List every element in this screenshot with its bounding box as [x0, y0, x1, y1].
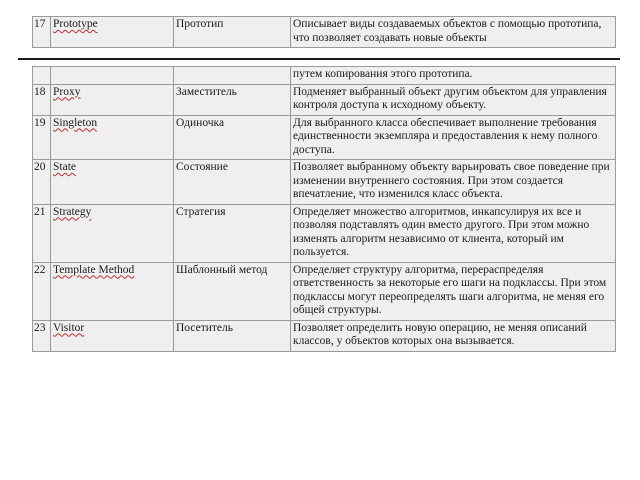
cell-english-name: [51, 160, 174, 205]
cell-description: Для выбранного класса обеспечивает выполнение требования единственности экземпляра и предоставления к нему полного доступа.: [291, 115, 616, 160]
cell-number: 19: [33, 115, 51, 160]
cell-english-name: [51, 67, 174, 85]
cell-english-name: [51, 262, 174, 320]
cell-description: Описывает виды создаваемых объектов с помощью прототипа, что позволяет создавать новые объекты: [291, 17, 616, 48]
patterns-table-top: [32, 16, 616, 48]
table-row: [33, 262, 616, 320]
table-row: [33, 84, 616, 115]
cell-number: 20: [33, 160, 51, 205]
table-row: [33, 204, 616, 262]
cell-number: 23: [33, 320, 51, 351]
cell-english-name: [51, 320, 174, 351]
cell-description: Позволяет определить новую операцию, не меняя описаний классов, у объектов которых она вызывается.: [291, 320, 616, 351]
continuation-row: [33, 67, 616, 85]
cell-english-name: [51, 204, 174, 262]
cell-description: Позволяет выбранному объекту варьировать свое поведение при изменении внутреннего состояния. При этом создается впечатление, что изменился класс объекта.: [291, 160, 616, 205]
cell-description: путем копирования этого прототипа.: [291, 67, 616, 85]
pattern-name: State: [53, 161, 76, 173]
cell-english-name: [51, 17, 174, 48]
pattern-name: Singleton: [53, 116, 98, 129]
cell-number: [33, 67, 51, 85]
cell-russian-name: Шаблонный метод: [174, 262, 291, 320]
cell-russian-name: Стратегия: [174, 204, 291, 262]
table-row: [33, 115, 616, 160]
pattern-name: Template Method: [53, 263, 135, 276]
cell-russian-name: Одиночка: [174, 115, 291, 160]
cell-description: Определяет множество алгоритмов, инкапсулируя их все и позволяя подставлять один вместо другого. При этом можно изменять алгоритм независимо от клиента, который им пользуется.: [291, 204, 616, 262]
cell-english-name: [51, 84, 174, 115]
cell-russian-name: Заместитель: [174, 84, 291, 115]
cell-english-name: [51, 115, 174, 160]
pattern-name: Prototype: [53, 18, 98, 30]
table-row: [33, 17, 616, 48]
table-row: [33, 320, 616, 351]
patterns-table: [32, 66, 616, 352]
cell-description: Определяет структуру алгоритма, перераспределяя ответственность за некоторые его шаги на подклассы. При этом подклассы могут переопределять шаги алгоритма, не меняя его общей структуры.: [291, 262, 616, 320]
pattern-name: Strategy: [53, 205, 92, 218]
pattern-name: Visitor: [53, 321, 85, 334]
cell-russian-name: [174, 67, 291, 85]
page-break-line: [18, 58, 620, 60]
cell-number: 17: [33, 17, 51, 48]
pattern-name: Proxy: [53, 85, 81, 98]
table-row: [33, 160, 616, 205]
cell-number: 21: [33, 204, 51, 262]
cell-description: Подменяет выбранный объект другим объектом для управления контроля доступа к исходному объекту.: [291, 84, 616, 115]
cell-russian-name: Посетитель: [174, 320, 291, 351]
cell-russian-name: Прототип: [174, 17, 291, 48]
cell-russian-name: Состояние: [174, 160, 291, 205]
cell-number: 22: [33, 262, 51, 320]
cell-number: 18: [33, 84, 51, 115]
